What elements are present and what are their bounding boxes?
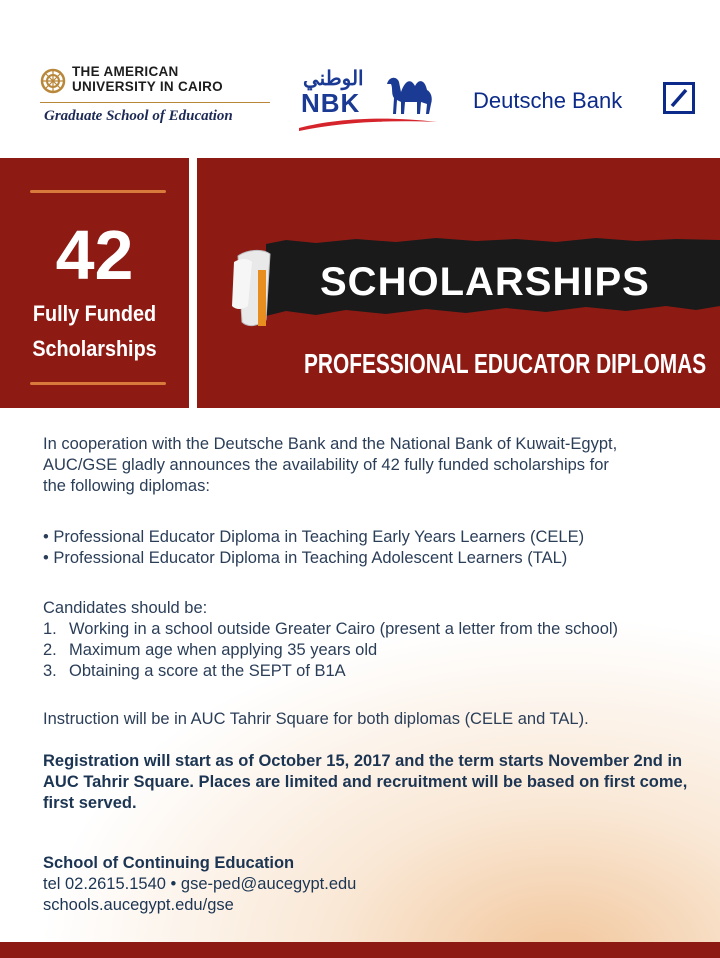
requirement-item (43, 619, 693, 640)
intro-line3: the following diplomas: (43, 477, 210, 495)
contact-website: schools.aucegypt.edu/gse (43, 896, 234, 914)
requirement-number: 2. (43, 641, 57, 659)
requirement-number: 1. (43, 620, 57, 638)
registration-line1: Registration will start as of October 15, 2017 and the term starts November 2nd in (43, 752, 683, 770)
count-label-line1: Fully Funded (32, 301, 157, 326)
requirement-item (43, 640, 693, 661)
requirement-text: Obtaining a score at the SEPT of B1A (69, 662, 346, 680)
scholarship-count: 42 (55, 216, 134, 294)
banner-stripe-bottom (30, 382, 166, 385)
registration-line2: AUC Tahrir Square. Places are limited and recruitment will be based on first come, (43, 773, 688, 791)
auc-name-line2: UNIVERSITY IN CAIRO (72, 79, 223, 94)
intro-line2: AUC/GSE gladly announces the availability of 42 fully funded scholarships for (43, 456, 609, 474)
diploma-item: • Professional Educator Diploma in Teaching Adolescent Learners (TAL) (43, 549, 568, 567)
candidate-requirements (43, 598, 693, 682)
footer-bar (0, 942, 720, 958)
deutsche-bank-slash-icon (663, 82, 695, 114)
deutsche-bank-name: Deutsche Bank (473, 88, 623, 113)
registration-line3: first served. (43, 794, 137, 812)
requirement-text: Working in a school outside Greater Cairo (present a letter from the school) (69, 620, 619, 638)
banner-subheadline: PROFESSIONAL EDUCATOR DIPLOMAS (304, 348, 707, 379)
diploma-list (43, 527, 693, 569)
banner-headline: SCHOLARSHIPS (320, 260, 650, 304)
intro-line1: In cooperation with the Deutsche Bank and the National Bank of Kuwait-Egypt, (43, 435, 618, 453)
auc-school-name: Graduate School of Education (44, 108, 233, 124)
nbk-arabic-name: الوطني (303, 68, 364, 90)
auc-emblem-icon (40, 68, 66, 94)
instruction-note: Instruction will be in AUC Tahrir Square for both diplomas (CELE and TAL). (43, 710, 589, 728)
auc-divider (40, 102, 270, 103)
contact-school: School of Continuing Education (43, 854, 295, 872)
contact-info (43, 853, 693, 916)
nbk-logo (297, 68, 442, 134)
requirement-text: Maximum age when applying 35 years old (69, 641, 378, 659)
auc-name-line1: THE AMERICAN (72, 64, 179, 79)
camel-icon (383, 70, 439, 116)
contact-phone-email: tel 02.2615.1540 • gse-ped@aucegypt.edu (43, 875, 357, 893)
candidates-heading: Candidates should be: (43, 599, 208, 617)
auc-name (72, 64, 223, 94)
nbk-latin-name: NBK (301, 88, 361, 118)
requirement-number: 3. (43, 662, 57, 680)
requirement-item (43, 661, 693, 682)
count-label-line2: Scholarships (32, 336, 157, 361)
nbk-swoosh-icon (297, 112, 439, 132)
diploma-item: • Professional Educator Diploma in Teaching Early Years Learners (CELE) (43, 528, 585, 546)
intro-paragraph (43, 434, 693, 497)
registration-notice (43, 751, 693, 814)
banner-stripe-top (30, 190, 166, 193)
logo-bar (0, 0, 720, 150)
